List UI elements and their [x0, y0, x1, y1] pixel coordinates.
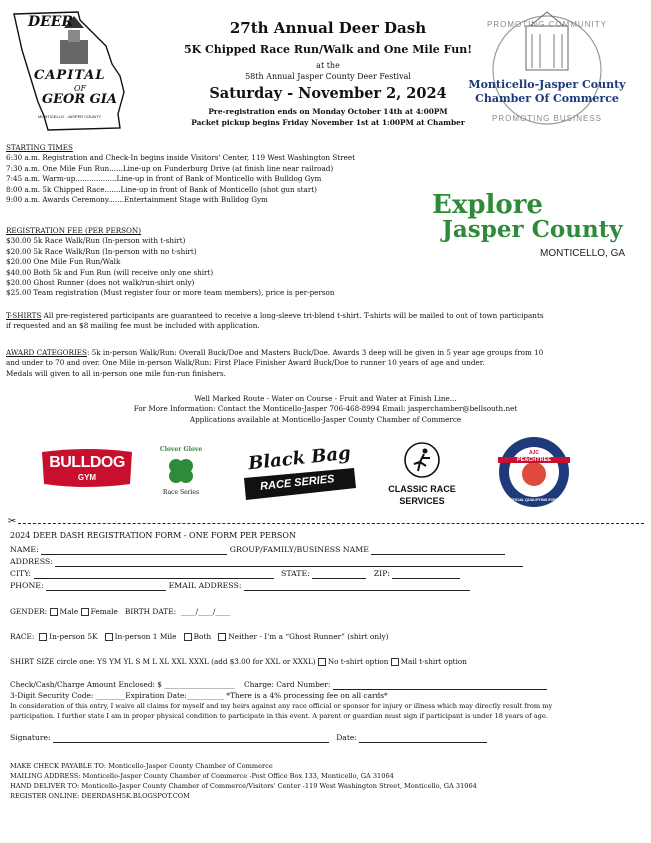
peachtree-logo: [498, 436, 570, 508]
waiver-line-2: participation. I further state I am in proper physical condition to participate in this event. A parent or guardian must sign if participant is under 18 years of age.: [10, 712, 548, 720]
awards-text-1: : 5k in-person Walk/Run: Overall Buck/Doe and Masters Buck/Doe. Awards 3 deep will be given in 5 year age groups from 10: [86, 348, 544, 357]
start-time-row: 8:00 a.m. 5k Chipped Race.......Line-up in front of Bank of Monticello (shot gun start): [6, 184, 317, 194]
race-series-text: RACE SERIES: [259, 473, 336, 493]
city-field[interactable]: [34, 569, 274, 579]
fee-row: $20.00 5k Race Walk/Run (In-person with no t-shirt): [6, 246, 197, 256]
phone-row: [10, 580, 470, 591]
services-text: SERVICES: [399, 496, 445, 506]
starting-times-heading: STARTING TIMES: [6, 143, 73, 152]
birth-date-label: BIRTH DATE:: [124, 607, 177, 616]
logo-capital-text: CAPITAL: [34, 68, 106, 83]
chamber-bottom-text: PROMOTING BUSINESS: [491, 114, 602, 123]
awards-text-2: and under to 70 and over. One Mile in-person Walk/Run: First Place Finisher Award Buck/Doe to runner 10 years of age and under.: [6, 358, 485, 368]
race-1mile-label: In-person 1 Mile: [114, 632, 177, 641]
mail-tshirt-label: Mail t-shirt option: [400, 657, 467, 666]
address-label: ADDRESS:: [10, 557, 53, 566]
amount-row: [10, 679, 547, 690]
birth-date-field[interactable]: ____/____/____: [180, 607, 231, 616]
chamber-name-1: Monticello-Jasper County: [468, 78, 626, 91]
scissors-icon: ✂: [8, 516, 17, 527]
signature-field[interactable]: [53, 733, 329, 743]
address-row: [10, 556, 523, 567]
fee-row: $40.00 Both 5k and Fun Run (will receive only one shirt): [6, 267, 214, 277]
clover-title: Clover Glove: [159, 446, 203, 453]
race-neither-label: Neither - I'm a “Ghost Runner” (shirt only): [228, 632, 389, 641]
signature-row: [10, 732, 487, 743]
phone-label: PHONE:: [10, 581, 44, 590]
mailing-address: MAILING ADDRESS: Monticello-Jasper County Chamber of Commerce -Post Office Box 133, Monticello, GA 31064: [10, 772, 394, 780]
clover-glove-logo: [152, 446, 210, 502]
cut-line: [8, 523, 644, 524]
fee-row: $20.00 Ghost Runner (does not walk/run-shirt only): [6, 278, 195, 288]
clover-sub: Race Series: [162, 489, 200, 496]
race-neither-checkbox[interactable]: [218, 633, 226, 641]
black-bag-logo: [238, 442, 360, 502]
date-label: Date:: [336, 733, 357, 742]
payable-to: MAKE CHECK PAYABLE TO: Monticello-Jasper County Chamber of Commerce: [10, 762, 273, 770]
city-row: [10, 568, 460, 579]
tshirts-text-1: All pre-registered participants are guaranteed to receive a long-sleeve tri-blend t-shirt. T-shirts will be mailed to out of town participants: [41, 311, 544, 320]
fee-row: $30.00 5k Race Walk/Run (In-person with t-shirt): [6, 236, 186, 246]
no-tshirt-label: No t-shirt option: [327, 657, 389, 666]
no-tshirt-checkbox[interactable]: [318, 658, 326, 666]
date-field[interactable]: [359, 733, 487, 743]
fee-row: $25.00 Team registration (Must register four or more team members), price is per-person: [6, 288, 335, 298]
bulldog-gym-logo: [40, 448, 134, 490]
city-label: CITY:: [10, 569, 32, 578]
zip-field[interactable]: [392, 569, 460, 579]
race-both-label: Both: [193, 632, 212, 641]
shirt-size-options[interactable]: SHIRT SIZE circle one: YS YM YL S M L XL XXL XXXL (add $3.00 for XXL or XXXL): [10, 657, 316, 666]
event-date: Saturday - November 2, 2024: [209, 85, 447, 102]
signature-label: Signature:: [10, 733, 51, 742]
logo-georgia-text: GEOR GIA: [42, 92, 117, 107]
tshirts-text-2: if requested and an $8 mailing fee must be included with application.: [6, 321, 260, 331]
logo-of-text: OF: [74, 84, 87, 93]
classic-race-text: CLASSIC RACE: [388, 484, 456, 494]
contact-info: For More Information: Contact the Monticello-Jasper 706-468-8994 Email: jasperchamber@bellsouth.net: [133, 404, 518, 414]
female-label: Female: [90, 607, 118, 616]
official-event-text: OFFICIAL QUALIFYING EVENT: [507, 498, 561, 502]
prereg-deadline: Pre-registration ends on Monday October 14th at 4:00PM: [208, 107, 448, 116]
start-time-row: 7:30 a.m. One Mile Fun Run......Line-up on Funderburg Drive (at finish line near railroad): [6, 163, 334, 173]
register-online-link[interactable]: REGISTER ONLINE: DEERDASH5K.BLOGSPOT.COM: [10, 792, 190, 800]
deer-capital-logo: [8, 6, 132, 134]
group-field[interactable]: [371, 545, 505, 555]
charge-label: Charge: Card Number:: [243, 680, 331, 689]
festival-name: 58th Annual Jasper County Deer Festival: [245, 72, 411, 81]
route-info: Well Marked Route - Water on Course - Fruit and Water at Finish Line...: [194, 394, 457, 403]
fee-row: $20.00 One Mile Fun Run/Walk: [6, 257, 121, 267]
mail-tshirt-checkbox[interactable]: [391, 658, 399, 666]
race-label: RACE:: [10, 632, 35, 641]
name-label: NAME:: [10, 545, 39, 554]
race-5k-label: In-person 5K: [49, 632, 98, 641]
runner-icon: [380, 440, 464, 480]
jasper-county-text: Jasper County: [442, 216, 623, 243]
event-title: 27th Annual Deer Dash: [229, 19, 427, 37]
phone-field[interactable]: [46, 581, 166, 591]
address-field[interactable]: [55, 557, 523, 567]
registration-fee-heading: REGISTRATION FEE (PER PERSON): [6, 226, 142, 235]
email-label: EMAIL ADDRESS:: [168, 581, 242, 590]
race-1mile-checkbox[interactable]: [105, 633, 113, 641]
monticello-text: MONTICELLO, GA: [540, 248, 626, 259]
male-label: Male: [59, 607, 79, 616]
ajc-text: AJC: [528, 450, 539, 456]
awards-label: AWARD CATEGORIES: [6, 348, 87, 357]
start-time-row: 7:45 a.m. Warm-up..................Line-up in front of Bank of Monticello with Bulldog Gym: [6, 174, 322, 184]
amount-field[interactable]: Check/Cash/Charge Amount Enclosed: $ ___________________: [10, 680, 235, 689]
state-field[interactable]: [312, 569, 366, 579]
race-5k-checkbox[interactable]: [39, 633, 47, 641]
chamber-top-text: PROMOTING COMMUNITY: [487, 20, 607, 29]
state-label: STATE:: [280, 569, 310, 578]
gender-label: GENDER:: [10, 607, 48, 616]
security-row[interactable]: 3-Digit Security Code: ________Expiration Date:__________ *There is a 4% processing fee on all cards*: [10, 691, 388, 700]
awards-line-1: [6, 348, 543, 358]
shirt-row: [10, 656, 467, 667]
waiver-line-1: In consideration of this entry, I waive all claims for myself and my heirs against any race official or sponsor for injury or illness which may directly result from my: [10, 702, 553, 710]
hand-deliver: HAND DELIVER TO: Monticello-Jasper County Chamber of Commerce/Visitors' Center -119 West Washington Street, Monticello, GA 31064: [10, 782, 477, 790]
race-row: [10, 631, 389, 642]
email-field[interactable]: [244, 581, 470, 591]
group-label: GROUP/FAMILY/BUSINESS NAME: [229, 545, 369, 554]
chamber-logo: [466, 8, 628, 132]
explore-jasper-logo: [428, 190, 638, 266]
classic-race-logo: [380, 440, 464, 510]
form-title: 2024 DEER DASH REGISTRATION FORM - ONE FORM PER PERSON: [10, 531, 296, 540]
event-at: at the: [316, 61, 340, 70]
male-checkbox[interactable]: [50, 608, 58, 616]
gender-row: [10, 606, 230, 617]
chamber-name-2: Chamber Of Commerce: [475, 92, 619, 105]
tshirts-line-1: [6, 311, 544, 321]
logo-deer-text: DEER: [28, 14, 74, 30]
bulldog-text: BULLDOG: [49, 454, 125, 471]
black-bag-text: Black Bag: [247, 442, 352, 475]
tshirts-label: T-SHIRTS: [6, 311, 42, 320]
gym-text: GYM: [77, 473, 97, 482]
peachtree-text: PEACHTREE: [498, 457, 570, 463]
start-time-row: 9:00 a.m. Awards Ceremony.......Entertainment Stage with Bulldog Gym: [6, 195, 268, 205]
card-number-field[interactable]: [333, 680, 547, 690]
clover-icon: [152, 456, 210, 486]
name-row: [10, 544, 505, 555]
female-checkbox[interactable]: [81, 608, 89, 616]
awards-text-3: Medals will given to all in-person one mile fun-run finishers.: [6, 368, 226, 378]
zip-label: ZIP:: [373, 569, 390, 578]
applications-info: Applications available at Monticello-Jasper County Chamber of Commerce: [189, 414, 462, 424]
start-time-row: 6:30 a.m. Registration and Check-In begins inside Visitors' Center, 119 West Washington Street: [6, 153, 355, 163]
logo-sub-text: MONTICELLO · JASPER COUNTY: [38, 114, 102, 119]
explore-text: Explore: [432, 190, 543, 220]
race-both-checkbox[interactable]: [184, 633, 192, 641]
name-field[interactable]: [41, 545, 227, 555]
packet-pickup: Packet pickup begins Friday November 1st at 1:00PM at Chamber: [191, 118, 465, 127]
event-subtitle: 5K Chipped Race Run/Walk and One Mile Fun!: [183, 43, 473, 56]
